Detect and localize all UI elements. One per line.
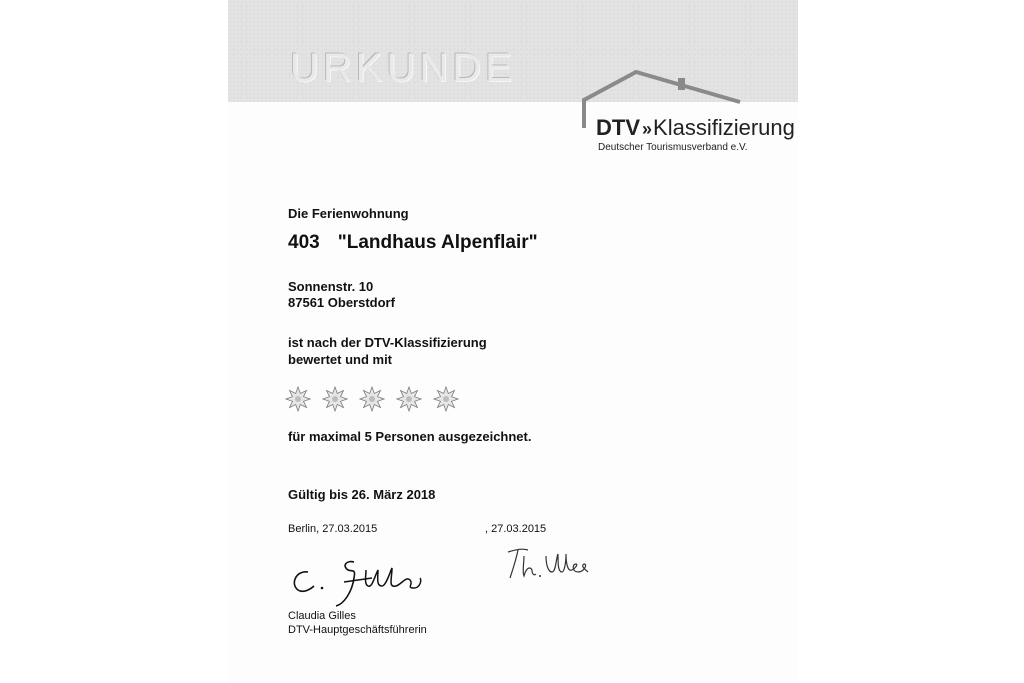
star-icon <box>285 386 311 412</box>
signature-right <box>500 538 595 588</box>
star-rating <box>285 386 459 416</box>
logo-subtitle: Deutscher Tourismusverband e.V. <box>598 142 748 153</box>
address-street: Sonnenstr. 10 <box>288 279 374 294</box>
persons-text: für maximal 5 Personen ausgezeichnet. <box>288 429 532 444</box>
star-icon <box>322 386 348 412</box>
place-date-right: , 27.03.2015 <box>485 523 547 535</box>
signer-name: Claudia Gilles <box>288 610 356 622</box>
property-number: 403 <box>288 232 320 253</box>
signer-role: DTV-Hauptgeschäftsführerin <box>288 624 427 636</box>
place-date-left: Berlin, 27.03.2015 <box>288 523 378 535</box>
logo-title: Klassifizierung <box>653 115 795 140</box>
signature-left <box>286 548 436 608</box>
star-icon <box>396 386 422 412</box>
classification-text-2: bewertet und mit <box>288 352 393 367</box>
star-icon <box>359 386 385 412</box>
property-name: "Landhaus Alpenflair" <box>337 232 538 253</box>
classification-text-1: ist nach der DTV-Klassifizierung <box>288 335 487 350</box>
validity-text: Gültig bis 26. März 2018 <box>288 487 436 502</box>
dtv-logo <box>596 116 795 141</box>
urkunde-watermark: URKUNDE <box>290 46 516 90</box>
star-icon <box>433 386 459 412</box>
address-city: 87561 Oberstdorf <box>288 295 395 310</box>
logo-chevrons-icon: » <box>642 119 650 139</box>
logo-brand: DTV <box>596 115 640 140</box>
accommodation-type: Die Ferienwohnung <box>288 206 409 221</box>
property-title <box>288 232 538 254</box>
